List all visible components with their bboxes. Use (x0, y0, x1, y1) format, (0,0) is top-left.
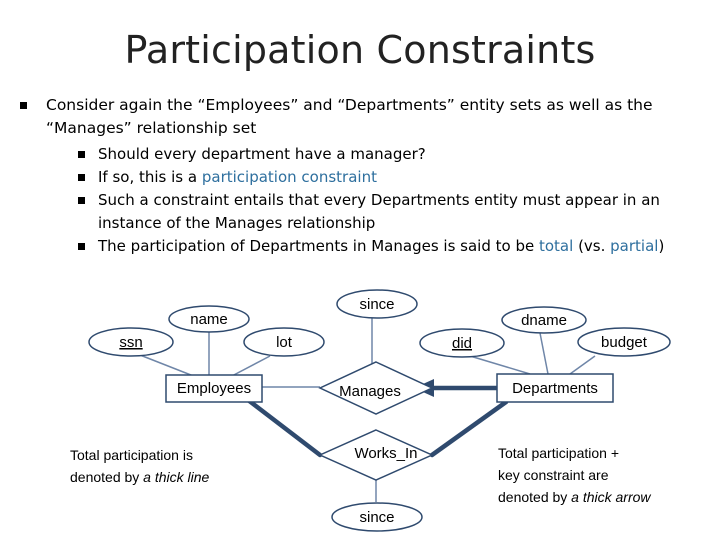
sub-bullet-4-mid: (vs. (573, 237, 611, 255)
edge-did-departments (470, 356, 530, 374)
sub-bullet-4-post: ) (658, 237, 665, 255)
rel-works-in-label: Works_In (354, 445, 418, 462)
slide-title: Participation Constraints (124, 28, 596, 72)
attr-since-top-label: since (359, 296, 395, 313)
sub-bullet-3-line2: instance of the Manages relationship (98, 214, 376, 232)
rel-manages-label: Manages (339, 383, 401, 400)
note-right-line1: Total participation + (498, 445, 620, 461)
edge-dname-departments (540, 333, 548, 374)
note-right-line3 (498, 489, 651, 505)
note-left-line2-pre: denoted by (70, 469, 144, 485)
attr-since-bottom-label: since (359, 509, 395, 526)
thick-line-employees-works-in (248, 400, 320, 455)
highlight-total: total (538, 237, 574, 255)
note-left-line2-em: a thick line (143, 469, 210, 485)
edge-budget-departments (570, 356, 595, 374)
note-right-line3-pre: denoted by (498, 489, 572, 505)
attr-ssn-label: ssn (119, 334, 143, 351)
attr-budget-label: budget (601, 334, 647, 351)
attr-dname-label: dname (521, 312, 567, 329)
thick-line-works-in-departments (432, 402, 506, 455)
highlight-participation-constraint: participation constraint (201, 168, 377, 186)
note-left-line1: Total participation is (70, 447, 193, 463)
bullet-main-line1: Consider again the “Employees” and “Departments” entity sets as well as the (46, 96, 653, 114)
entity-departments-label: Departments (512, 380, 598, 397)
sub-bullet-4-text: The participation of Departments in Manages is said to be (98, 237, 539, 255)
sub-bullet-2-text: If so, this is a (98, 168, 202, 186)
highlight-partial: partial (610, 237, 659, 255)
sub-bullet-3-line1: Such a constraint entails that every Departments entity must appear in an (98, 191, 660, 209)
note-left-line2 (70, 469, 210, 485)
note-right-line3-em: a thick arrow (571, 489, 651, 505)
sub-bullet-1-text: Should every department have a manager? (98, 145, 426, 163)
bullet-main-line2: “Manages” relationship set (46, 119, 257, 137)
note-right-line2: key constraint are (498, 467, 609, 483)
edge-lot-employees (230, 356, 270, 377)
attr-lot-label: lot (276, 334, 292, 351)
attr-name-label: name (190, 311, 228, 328)
attr-did-label: did (451, 335, 473, 352)
edge-ssn-employees (140, 355, 196, 377)
entity-employees-label: Employees (176, 380, 252, 397)
